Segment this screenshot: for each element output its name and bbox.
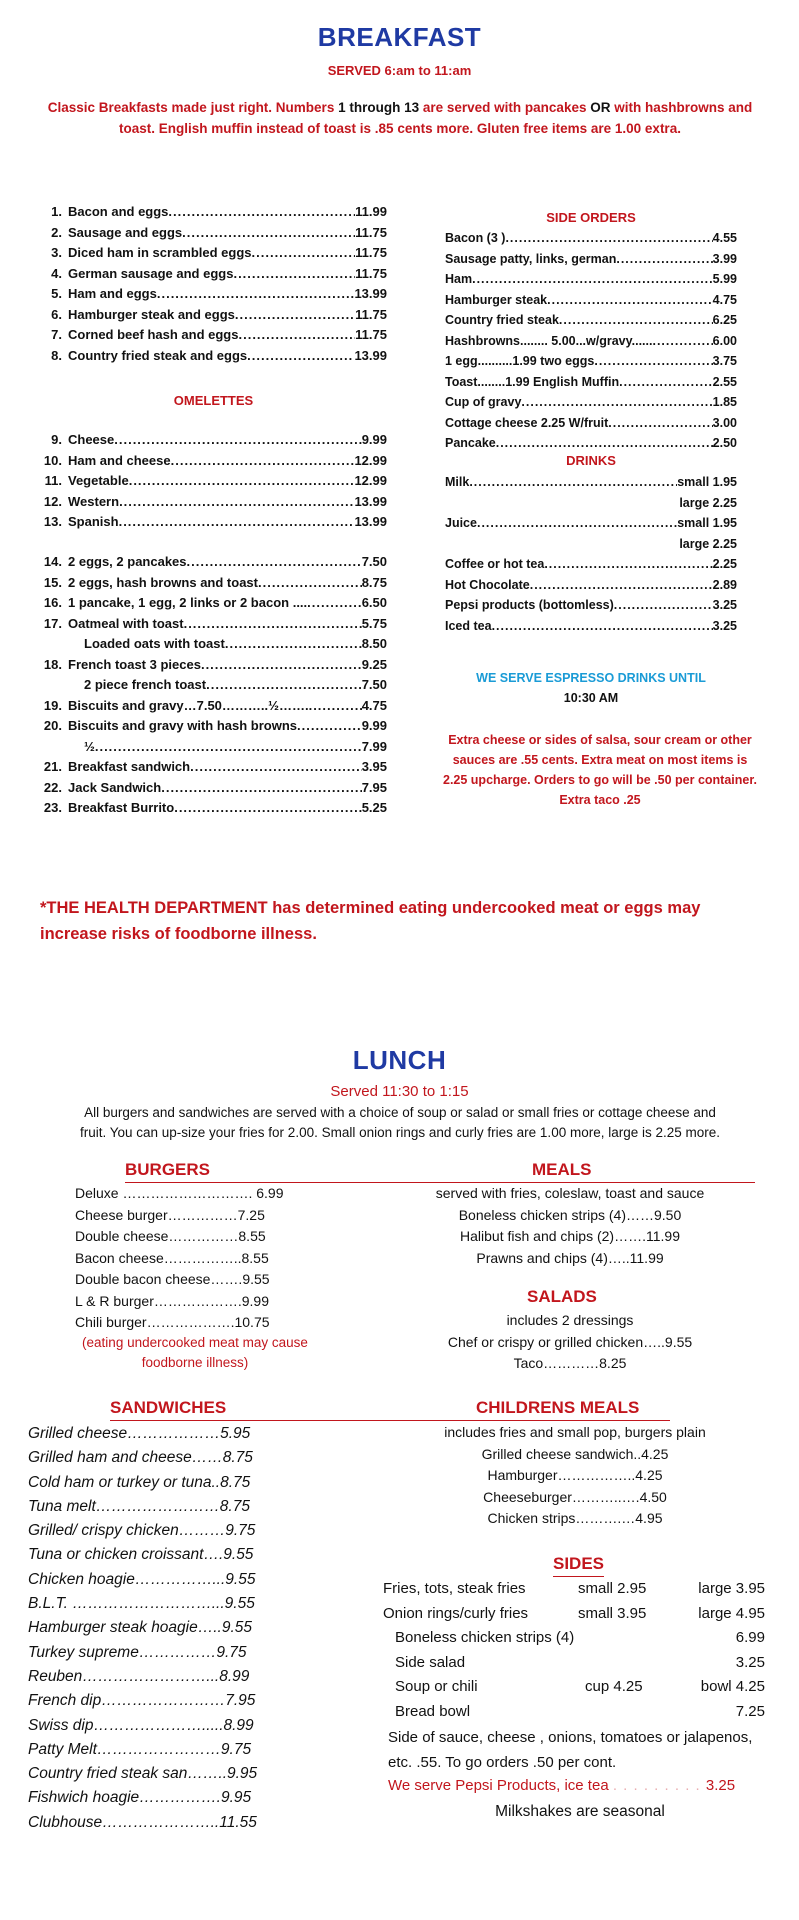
dot-leader	[235, 305, 355, 326]
menu-item	[40, 716, 387, 737]
dot-leader	[233, 264, 355, 285]
sandwich-item: Grilled cheese………………5.95	[28, 1425, 251, 1442]
childrens-item: includes fries and small pop, burgers plain	[444, 1424, 706, 1440]
item-name: 1 pancake, 1 egg, 2 links or 2 bacon ....	[68, 595, 308, 610]
item-name: Cheese	[68, 432, 115, 447]
intro-part: OR	[590, 100, 611, 115]
burger-item: L & R burger……………….9.99	[75, 1292, 269, 1309]
sandwich-item: Tuna melt……………………8.75	[28, 1497, 250, 1515]
side-price: 3.25	[735, 1653, 765, 1671]
item-number: 19.	[43, 697, 62, 713]
item-price: 3.25	[712, 598, 737, 612]
dot-leader	[247, 346, 354, 367]
dot-leader	[201, 655, 362, 676]
burger-item: Chili burger……………….10.75	[75, 1314, 270, 1330]
item-number: 11.	[44, 473, 62, 488]
item-name: Loaded oats with toast	[84, 636, 225, 651]
item-price: 6.00	[712, 333, 737, 348]
item-price: 3.75	[712, 354, 737, 368]
item-price: 2.25	[712, 557, 737, 571]
item-name: Sausage and eggs	[68, 224, 183, 240]
item-name: Country fried steak and eggs	[68, 347, 248, 363]
menu-item	[40, 264, 387, 285]
item-name: Toast........1.99 English Muffin	[445, 374, 620, 389]
item-name: Jack Sandwich	[68, 779, 162, 795]
dot-leader	[472, 269, 713, 290]
item-number: 20.	[43, 718, 62, 733]
sandwiches-list	[28, 1422, 318, 1835]
item-price: 2.50	[712, 436, 737, 450]
item-number	[40, 675, 68, 696]
side-price-small: cup 4.25	[585, 1678, 643, 1695]
dot-leader	[168, 202, 355, 223]
omelettes-list	[40, 430, 387, 533]
salads-list	[380, 1310, 760, 1375]
meal-item: Prawns and chips (4)…..11.99	[476, 1249, 664, 1266]
menu-item	[40, 593, 387, 614]
item-name: Biscuits and gravy with hash browns	[68, 718, 297, 733]
item-name: Hamburger steak	[445, 292, 548, 307]
item-name: Cup of gravy	[445, 395, 522, 409]
dot-leader	[252, 243, 356, 264]
item-number: 6.	[51, 306, 62, 322]
item-price: 7.50	[361, 554, 387, 569]
item-price: 11.75	[355, 327, 387, 342]
item-name: Biscuits and gravy…7.50………..½…….	[68, 697, 309, 713]
burger-item: Double cheese……………8.55	[75, 1228, 266, 1244]
menu-item	[445, 595, 737, 616]
item-name: Spanish	[68, 514, 119, 529]
dot-leader	[505, 228, 712, 249]
menu-item	[40, 512, 387, 533]
side-price-small: small 2.95	[578, 1580, 647, 1597]
salad-item: Chef or crispy or grilled chicken…..9.55	[447, 1333, 693, 1350]
pepsi-price: 3.25	[705, 1777, 736, 1794]
menu-item	[445, 392, 737, 413]
menu-item	[40, 737, 387, 758]
sandwich-item: Clubhouse…………………..11.55	[28, 1813, 257, 1831]
breakfast-items-b	[40, 552, 387, 819]
sandwiches-childrens-header	[110, 1398, 670, 1421]
sandwich-item: Swiss dip………………….....8.99	[28, 1716, 254, 1734]
menu-item	[445, 413, 737, 434]
item-name: Hashbrowns........ 5.00...w/gravy......	[445, 333, 653, 348]
item-name: Bacon (3 )	[445, 231, 506, 245]
item-number: 23.	[43, 800, 62, 815]
sandwich-item: Cold ham or turkey or tuna..8.75	[28, 1473, 251, 1491]
dot-leader	[608, 413, 712, 434]
health-warning: *THE HEALTH DEPARTMENT has determined eating undercooked meat or eggs may increase risks of foodborne illness.	[40, 899, 701, 943]
menu-item	[445, 433, 737, 454]
side-name: Fries, tots, steak fries	[383, 1580, 526, 1597]
breakfast-items-a	[40, 202, 387, 366]
side-name: Boneless chicken strips (4)	[395, 1629, 575, 1646]
menu-item	[445, 269, 737, 290]
item-name: Country fried steak	[445, 313, 559, 327]
dot-leader	[119, 512, 355, 533]
menu-item	[445, 331, 737, 352]
childrens-title: CHILDRENS MEALS	[476, 1398, 640, 1417]
dot-leader	[309, 696, 362, 717]
item-number: 12.	[43, 493, 62, 509]
item-price: small 1.95	[677, 516, 737, 530]
dot-leader	[544, 554, 712, 575]
item-name: Bacon and eggs	[68, 204, 169, 219]
item-price: 3.99	[712, 251, 737, 266]
side-price: large 3.95	[698, 1580, 765, 1597]
menu-item	[40, 655, 387, 676]
item-name: Juice	[445, 516, 477, 530]
item-number	[40, 737, 68, 758]
side-name: Side salad	[395, 1653, 466, 1671]
item-price: 8.50	[361, 636, 387, 651]
item-name: Ham and eggs	[68, 286, 157, 301]
item-price: 3.95	[361, 759, 387, 774]
item-price: 7.95	[361, 779, 387, 795]
item-name: Oatmeal with toast	[68, 615, 184, 631]
meals-title: MEALS	[532, 1160, 592, 1179]
childrens-item: Hamburger……………..4.25	[487, 1467, 663, 1483]
burgers-title: BURGERS	[125, 1160, 211, 1179]
menu-item	[40, 284, 387, 305]
meals-list	[380, 1183, 760, 1269]
item-number: 5.	[51, 286, 62, 301]
dot-leader	[238, 325, 355, 346]
item-price: 4.75	[712, 292, 737, 307]
item-name: Diced ham in scrambled eggs	[68, 245, 252, 260]
menu-item	[445, 513, 737, 534]
side-orders-title: SIDE ORDERS	[546, 210, 636, 225]
side-orders-list	[445, 228, 737, 454]
espresso-time: 10:30 AM	[563, 691, 619, 705]
item-name: Western	[68, 493, 120, 509]
item-name: Pancake	[445, 436, 496, 450]
espresso-note	[445, 668, 737, 708]
side-price: 6.99	[735, 1629, 765, 1646]
sandwich-item: B.L.T. ………………………...9.55	[28, 1595, 255, 1613]
item-number: 22.	[43, 779, 62, 795]
menu-item	[40, 471, 387, 492]
childrens-item: Cheeseburger………..….4.50	[483, 1488, 667, 1505]
item-name: Hot Chocolate	[445, 577, 530, 592]
item-price: 9.99	[361, 718, 387, 733]
menu-item	[40, 675, 387, 696]
intro-part: are served with pancakes	[422, 100, 587, 115]
burgers-meals-header	[125, 1160, 755, 1183]
dot-leader	[119, 492, 354, 513]
menu-item	[40, 223, 387, 244]
item-name: 2 eggs, hash browns and toast	[68, 574, 258, 590]
side-name: Soup or chili	[395, 1678, 478, 1695]
lunch-hours: Served 11:30 to 1:15	[330, 1083, 469, 1100]
side-name: Onion rings/curly fries	[383, 1604, 529, 1622]
item-price: 4.75	[361, 697, 387, 713]
item-number: 9.	[51, 432, 62, 447]
salad-item: includes 2 dressings	[506, 1312, 634, 1328]
menu-item	[40, 696, 387, 717]
sandwich-item: Tuna or chicken croissant….9.55	[28, 1546, 254, 1564]
menu-item	[40, 451, 387, 472]
dot-leader	[469, 472, 677, 493]
meal-item: Halibut fish and chips (2)…….11.99	[460, 1228, 680, 1244]
sides-note: Side of sauce, cheese , onions, tomatoes or jalapenos, etc. .55. To go orders .50 per cont.	[388, 1729, 753, 1771]
burger-item: Cheese burger……………7.25	[75, 1206, 265, 1223]
dot-leader	[614, 595, 713, 616]
menu-item	[40, 325, 387, 346]
dot-leader	[521, 392, 712, 413]
dot-leader	[619, 372, 713, 393]
menu-item	[445, 351, 737, 372]
item-price: 8.75	[361, 574, 387, 590]
item-price: 2.55	[712, 374, 737, 389]
drinks-list	[445, 472, 737, 636]
item-number: 14.	[43, 554, 62, 569]
breakfast-title: BREAKFAST	[317, 22, 482, 52]
item-number: 16.	[43, 595, 62, 610]
item-name: Coffee or hot tea	[445, 557, 545, 571]
item-name: 2 piece french toast	[84, 677, 207, 692]
dot-leader	[225, 634, 362, 655]
item-name: Breakfast Burrito	[68, 800, 175, 815]
side-name: Bread bowl	[395, 1702, 471, 1720]
menu-item	[445, 228, 737, 249]
item-number: 7.	[51, 327, 62, 342]
item-price: 5.99	[712, 272, 737, 286]
omelettes-title: OMELETTES	[173, 393, 254, 408]
menu-item	[40, 634, 387, 655]
item-price: small 1.95	[677, 475, 737, 489]
item-name: Iced tea	[445, 618, 492, 633]
burger-item: Deluxe ………………………. 6.99	[75, 1185, 284, 1201]
sandwich-item: Grilled/ crispy chicken………9.75	[28, 1522, 256, 1540]
item-name: Breakfast sandwich	[68, 759, 191, 774]
sandwich-item: Fishwich hoagie…………….9.95	[28, 1789, 252, 1807]
sandwich-item: Patty Melt……………………9.75	[28, 1740, 252, 1758]
extras-note: Extra cheese or sides of salsa, sour cream or other sauces are .55 cents. Extra meat on most items is 2.25 upcharge. Orders to go will be .50 per container. Extra taco .25	[443, 733, 757, 807]
intro-part: 1 through 13	[338, 100, 420, 115]
side-price: 7.25	[735, 1702, 765, 1720]
side-price-small: small 3.95	[578, 1604, 647, 1622]
dot-leader	[129, 471, 355, 492]
lunch-title: LUNCH	[352, 1045, 447, 1075]
dot-leader	[297, 716, 362, 737]
item-name: German sausage and eggs	[68, 265, 234, 281]
menu-item	[445, 616, 737, 637]
pepsi-note: We serve Pepsi Products, ice tea . . . . . . . . . 3.25	[388, 1777, 736, 1794]
item-price: 2.89	[712, 577, 737, 592]
salads-title: SALADS	[527, 1287, 597, 1306]
intro-part: with hashbrowns and toast. English muffin instead of toast is .85 cents more. Gluten free items are 1.00 extra.	[119, 100, 753, 136]
dot-leader	[114, 430, 361, 451]
item-price: 13.99	[354, 286, 387, 301]
meal-item: Boneless chicken strips (4)……9.50	[458, 1206, 682, 1223]
menu-item	[40, 573, 387, 594]
dot-leader	[616, 249, 712, 270]
dot-leader	[190, 757, 362, 778]
item-number: 13.	[43, 514, 62, 529]
sandwich-item: Turkey supreme……………9.75	[28, 1643, 247, 1661]
salad-item: Taco…………8.25	[513, 1355, 627, 1371]
side-price: bowl 4.25	[700, 1678, 765, 1695]
item-name: 2 eggs, 2 pancakes	[68, 554, 187, 569]
milkshakes-note: Milkshakes are seasonal	[495, 1803, 665, 1820]
item-number: 18.	[43, 656, 62, 672]
item-name: ½	[84, 738, 95, 754]
burger-item: Double bacon cheese…….9.55	[75, 1271, 270, 1287]
dot-leader	[161, 778, 361, 799]
dot-leader	[184, 614, 362, 635]
sandwiches-title: SANDWICHES	[110, 1398, 227, 1417]
menu-item	[40, 757, 387, 778]
dot-leader	[95, 737, 362, 758]
item-price: 3.25	[712, 618, 737, 633]
sandwich-item: Country fried steak san……..9.95	[28, 1765, 258, 1783]
sandwich-item: Reuben……………………...8.99	[28, 1667, 250, 1685]
dot-leader	[477, 513, 677, 534]
menu-item	[40, 346, 387, 367]
item-price: 6.25	[712, 313, 737, 327]
menu-item	[445, 575, 737, 596]
menu-item	[40, 430, 387, 451]
burgers-list	[75, 1183, 325, 1334]
item-number: 17.	[43, 615, 62, 631]
menu-item	[40, 798, 387, 819]
dot-leader	[547, 290, 713, 311]
menu-item	[40, 552, 387, 573]
sandwich-item: Grilled ham and cheese……8.75	[28, 1449, 253, 1467]
side-price: large 4.95	[698, 1604, 765, 1622]
drinks-title: DRINKS	[566, 453, 616, 468]
menu-item	[445, 472, 737, 493]
dot-leader	[171, 451, 355, 472]
item-price: 3.00	[712, 415, 737, 430]
menu-item	[40, 305, 387, 326]
item-price: 1.85	[712, 395, 737, 409]
item-price: 13.99	[354, 514, 387, 529]
item-name: Cottage cheese 2.25 W/fruit	[445, 415, 609, 430]
item-name: Sausage patty, links, german	[445, 251, 617, 266]
breakfast-hours: SERVED 6:am to 11:am	[327, 63, 472, 78]
item-name: Ham and cheese	[68, 452, 171, 468]
item-price: 11.75	[355, 245, 387, 260]
breakfast-intro	[40, 97, 760, 139]
sandwich-item: French dip……………………7.95	[28, 1692, 256, 1710]
item-number: 10.	[43, 452, 62, 468]
item-name: Ham	[445, 272, 473, 286]
burgers-note: (eating undercooked meat may cause foodborne illness)	[82, 1335, 308, 1370]
menu-item	[40, 778, 387, 799]
dot-leader	[157, 284, 355, 305]
item-number: 4.	[51, 265, 62, 281]
sandwich-item: Chicken hoagie……………...9.55	[28, 1570, 256, 1588]
menu-item	[40, 614, 387, 635]
menu-item	[445, 310, 737, 331]
item-name: Corned beef hash and eggs	[68, 327, 239, 342]
dot-leader	[187, 552, 362, 573]
menu-item	[445, 554, 737, 575]
dot-leader	[182, 223, 355, 244]
item-name: Vegetable	[68, 473, 129, 488]
menu-item	[40, 243, 387, 264]
pepsi-text: We serve Pepsi Products, ice tea	[388, 1777, 609, 1794]
dot-leader	[530, 575, 713, 596]
menu-item	[445, 290, 737, 311]
item-number: 21.	[43, 759, 62, 774]
item-price: 13.99	[354, 347, 387, 363]
item-name: Milk	[445, 475, 470, 489]
item-price: 11.99	[355, 204, 387, 219]
dot-leader	[559, 310, 713, 331]
item-price: 4.55	[712, 231, 737, 245]
item-name: Hamburger steak and eggs	[68, 306, 235, 322]
item-price: 12.99	[354, 452, 387, 468]
dot-leader	[594, 351, 712, 372]
item-name: French toast 3 pieces	[68, 656, 201, 672]
item-price: 12.99	[354, 473, 387, 488]
dot-leader	[174, 798, 361, 819]
menu-item	[40, 492, 387, 513]
menu-item	[445, 372, 737, 393]
childrens-list	[380, 1422, 770, 1530]
item-number: 8.	[51, 347, 62, 363]
item-price: 9.99	[361, 432, 387, 447]
item-price: 9.25	[361, 656, 387, 672]
item-number: 3.	[51, 245, 62, 260]
sandwich-item: Hamburger steak hoagie…..9.55	[28, 1619, 253, 1637]
item-number	[40, 634, 68, 655]
item-price: 7.50	[361, 677, 387, 692]
item-price: 7.99	[361, 738, 387, 754]
item-number: 1.	[51, 204, 62, 219]
childrens-item: Chicken strips……….…4.95	[487, 1510, 663, 1526]
burger-item: Bacon cheese……………..8.55	[75, 1249, 269, 1266]
item-price: 5.75	[361, 615, 387, 631]
item-price: large 2.25	[679, 495, 737, 510]
item-price: 5.25	[361, 800, 387, 815]
item-number: 15.	[43, 574, 62, 590]
dot-leader	[492, 616, 713, 637]
item-price: 6.50	[361, 595, 387, 610]
dot-leader	[206, 675, 362, 696]
item-price: 11.75	[355, 265, 387, 281]
menu-item	[40, 202, 387, 223]
dot-leader	[652, 331, 712, 352]
item-price: 11.75	[355, 306, 387, 322]
sides-title: SIDES	[553, 1554, 604, 1577]
intro-part: Classic Breakfasts made just right. Numbers	[47, 100, 335, 115]
item-name: Pepsi products (bottomless)	[445, 598, 614, 612]
item-price: large 2.25	[679, 536, 737, 551]
item-name: 1 egg..........1.99 two eggs	[445, 354, 595, 368]
dot-leader	[307, 593, 362, 614]
menu-item	[445, 249, 737, 270]
item-price: 13.99	[354, 493, 387, 509]
espresso-line: WE SERVE ESPRESSO DRINKS UNTIL	[476, 671, 706, 685]
childrens-item: Grilled cheese sandwich..4.25	[481, 1445, 669, 1462]
dot-leader	[496, 433, 713, 454]
item-number: 2.	[51, 224, 62, 240]
item-price: 11.75	[355, 224, 387, 240]
lunch-intro: All burgers and sandwiches are served with a choice of soup or salad or small fries or cottage cheese and fruit. You can up-size your fries for 2.00. Small onion rings and curly fries are 1.00 more, large is 2.25 more.	[79, 1105, 721, 1140]
dot-leader	[258, 573, 362, 594]
meal-item: served with fries, coleslaw, toast and sauce	[435, 1185, 705, 1201]
